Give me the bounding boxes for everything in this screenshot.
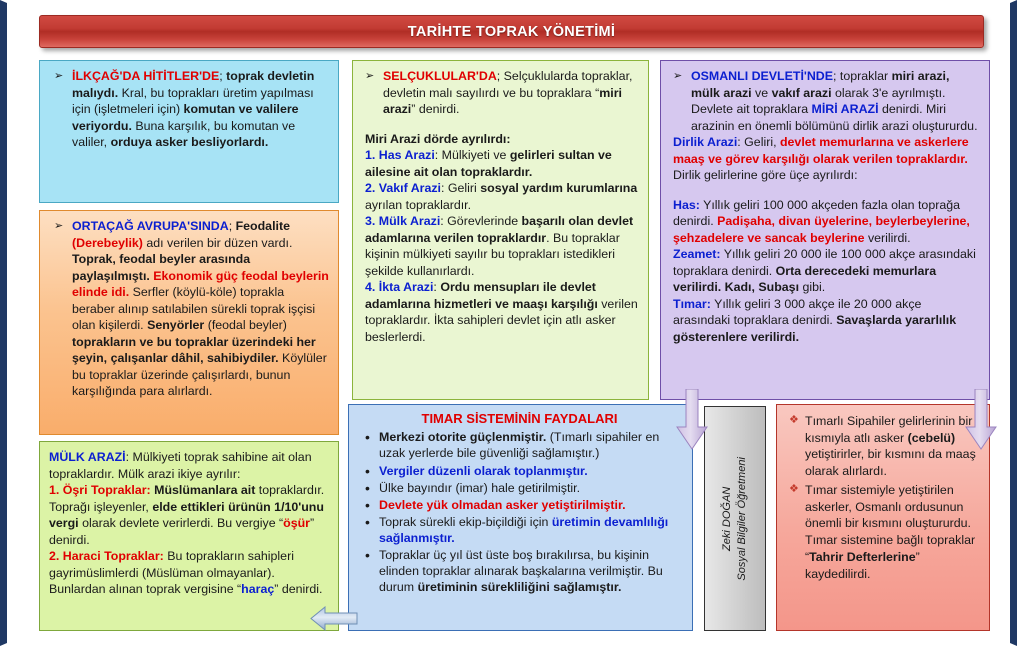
- arrow-bullet-icon: ➢: [365, 70, 375, 82]
- arrow-timar-to-mulk-icon: [310, 606, 358, 632]
- box-osmanli-dirlik: Dirlik Arazi: Geliri, devlet memurlarına ve askerlere maaş ve görev karşılığı olarak verilen topraklardır. Dirlik gelirlerine göre üçe ayrılırdı:: [673, 135, 969, 182]
- box-timarli-sipahiler: [776, 404, 990, 631]
- arrow-bullet-icon: ➢: [673, 70, 683, 82]
- list-item: ❖ Tımarlı Sipahiler gelirlerinin bir kısmıyla atlı asker (cebelü) yetiştirirler, bir kısmını da maaş olarak alırlardı.: [805, 413, 981, 480]
- box-timarli-sipahiler-list: [783, 413, 981, 582]
- page-title: TARİHTE TOPRAK YÖNETİMİ: [407, 23, 616, 40]
- list-item: • Topraklar üç yıl üst üste boş bırakılırsa, bu kişinin elinden topraklar alınarak başkalarına verilmiştir. Bu durum üretiminin sürekliliğini sağlamıştır.: [379, 547, 682, 595]
- box-mulk-arazi: [39, 441, 339, 631]
- box-selcuklular-item-4: 4. İkta Arazi: Ordu mensupları ile devlet adamlarına hizmetleri ve maaşı karşılığı verilen topraklardır. İkta sahipleri devlet için atlı asker beslerlerdi.: [365, 280, 638, 344]
- box-author-credit: [704, 406, 766, 631]
- box-ilkcag-hititler-text: İLKÇAĞ'DA HİTİTLER'DE; toprak devletin malıydı. Kral, bu toprakları üretim yapılması için (işletmeleri için) komutan ve valilere veriyordu. Buna karşılık, bu komutan ve valiler, orduya asker besliyorlardı.: [72, 69, 315, 149]
- list-item: • Merkezi otorite güçlenmiştir. (Tımarlı sipahiler en uzak yerlerde bile güvenliği sağlamıştır.): [379, 429, 682, 461]
- box-selcuklular-item-1: 1. Has Arazi: Mülkiyeti ve gelirleri sultan ve ailesine ait olan topraklardır.: [365, 148, 612, 179]
- box-mulk-arazi-line-2: 1. Öşri Topraklar: Müslümanlara ait topraklardır. Toprağı işleyenler, elde ettikleri ürünün 1/10'unu vergi olarak devlete verirlerdi. Bu vergiye “öşür” denirdi.: [49, 483, 325, 547]
- list-item: • Ülke bayındır (imar) hale getirilmiştir.: [379, 480, 682, 496]
- box-ortacag-avrupa-text: ORTAÇAĞ AVRUPA'SINDA; Feodalite (Derebeylik) adı verilen bir düzen vardı. Toprak, feodal beyler arasında paylaşılmıştı. Ekonomik güç feodal beylerin elinde idi. Serfler (köylü-köle) toprakla beraber alınıp satılabilen sürekli toprak işçisi olan kişilerdi. Senyörler (feodal beyler) toprakların ve bu topraklar üzerindeki her şeyin, çalışanlar dâhil, sahibiydiler. Köylüler bu topraklar üzerinde çalışırlardı, bunun karşılığında para alırlardı.: [72, 219, 329, 398]
- box-timar-faydalari-list: [357, 429, 682, 595]
- title-banner: [39, 15, 984, 48]
- box-osmanli-devleti: [660, 60, 990, 400]
- list-item: • Toprak sürekli ekip-biçildiği için üretimin devamlılığı sağlanmıştır.: [379, 514, 682, 546]
- box-mulk-arazi-line-1: MÜLK ARAZİ: Mülkiyeti toprak sahibine ait olan topraklardır. Mülk arazi ikiye ayrılır:: [49, 450, 312, 481]
- box-ilkcag-hititler: [39, 60, 339, 203]
- box-timar-faydalari: [348, 404, 693, 631]
- arrow-bullet-icon: ➢: [54, 220, 64, 232]
- box-ortacag-avrupa: [39, 210, 339, 435]
- box-selcuklular-subheading: Miri Arazi dörde ayrılırdı:: [365, 131, 511, 146]
- list-item: • Devlete yük olmadan asker yetiştirilmiştir.: [379, 497, 682, 513]
- box-osmanli-zeamet: Zeamet: Yıllık geliri 20 000 ile 100 000 akçe arasındaki topraklara denirdi. Orta derecedeki memurlara verilirdi. Kadı, Subaşı gibi.: [673, 247, 976, 294]
- list-item: • Vergiler düzenli olarak toplanmıştır.: [379, 463, 682, 479]
- box-selcuklular-item-2: 2. Vakıf Arazi: Geliri sosyal yardım kurumlarına ayrılan topraklardır.: [365, 181, 638, 212]
- box-selcuklular: [352, 60, 649, 400]
- box-osmanli-timar: Tımar: Yıllık geliri 3 000 akçe ile 20 000 akçe arasındaki topraklara denirdi. Savaşlarda yararlılık gösterenlere verilirdi.: [673, 296, 957, 344]
- arrow-osmanli-to-sipahi-icon: [965, 389, 997, 451]
- author-title: Sosyal Bilgiler Öğretmeni: [736, 456, 748, 581]
- author-credit-rotated: [720, 457, 750, 581]
- box-selcuklular-item-3: 3. Mülk Arazi: Görevlerinde başarılı olan devlet adamlarına verilen topraklardır. Bu topraklar kişinin mülkiyeti sayılır bu toprakları istedikleri şekilde kullanırlardı.: [365, 214, 634, 278]
- arrow-osmanli-to-timar-icon: [676, 389, 708, 451]
- author-name: Zeki DOĞAN: [721, 486, 734, 551]
- box-mulk-arazi-line-3: 2. Haraci Topraklar: Bu toprakların sahipleri gayrimüslimlerdi (Müslüman olmayanlar). Bunlardan alınan toprak vergisine “haraç” denirdi.: [49, 549, 323, 596]
- box-timar-faydalari-heading: TIMAR SİSTEMİNİN FAYDALARI: [421, 411, 618, 426]
- list-item: ❖ Tımar sistemiyle yetiştirilen askerler, Osmanlı ordusunun önemli bir kısmını oluştururdu. Tımar sistemine bağlı topraklar “Tahrir Defterlerine” kaydedilirdi.: [805, 482, 981, 582]
- author-credit-inner: [705, 407, 765, 630]
- arrow-bullet-icon: ➢: [54, 70, 64, 82]
- box-selcuklular-intro: SELÇUKLULAR'DA; Selçuklularda topraklar, devletin malı sayılırdı ve bu topraklara “miri arazi” denirdi.: [383, 69, 633, 116]
- box-osmanli-has: Has: Yıllık geliri 100 000 akçeden fazla olan toprağa denirdi. Padişaha, divan üyelerine, beylerbeylerine, şehzadelere ve sancak beylerine verilirdi.: [673, 197, 970, 245]
- box-osmanli-intro: OSMANLI DEVLETİ'NDE; topraklar miri arazi, mülk arazi ve vakıf arazi olarak 3'e ayrılmıştı. Devlete ait topraklara MİRİ ARAZİ denirdi. Miri arazinin en önemli bölümünü dirlik arazi oluştururdu.: [691, 69, 978, 133]
- title-banner-shape: [39, 15, 984, 48]
